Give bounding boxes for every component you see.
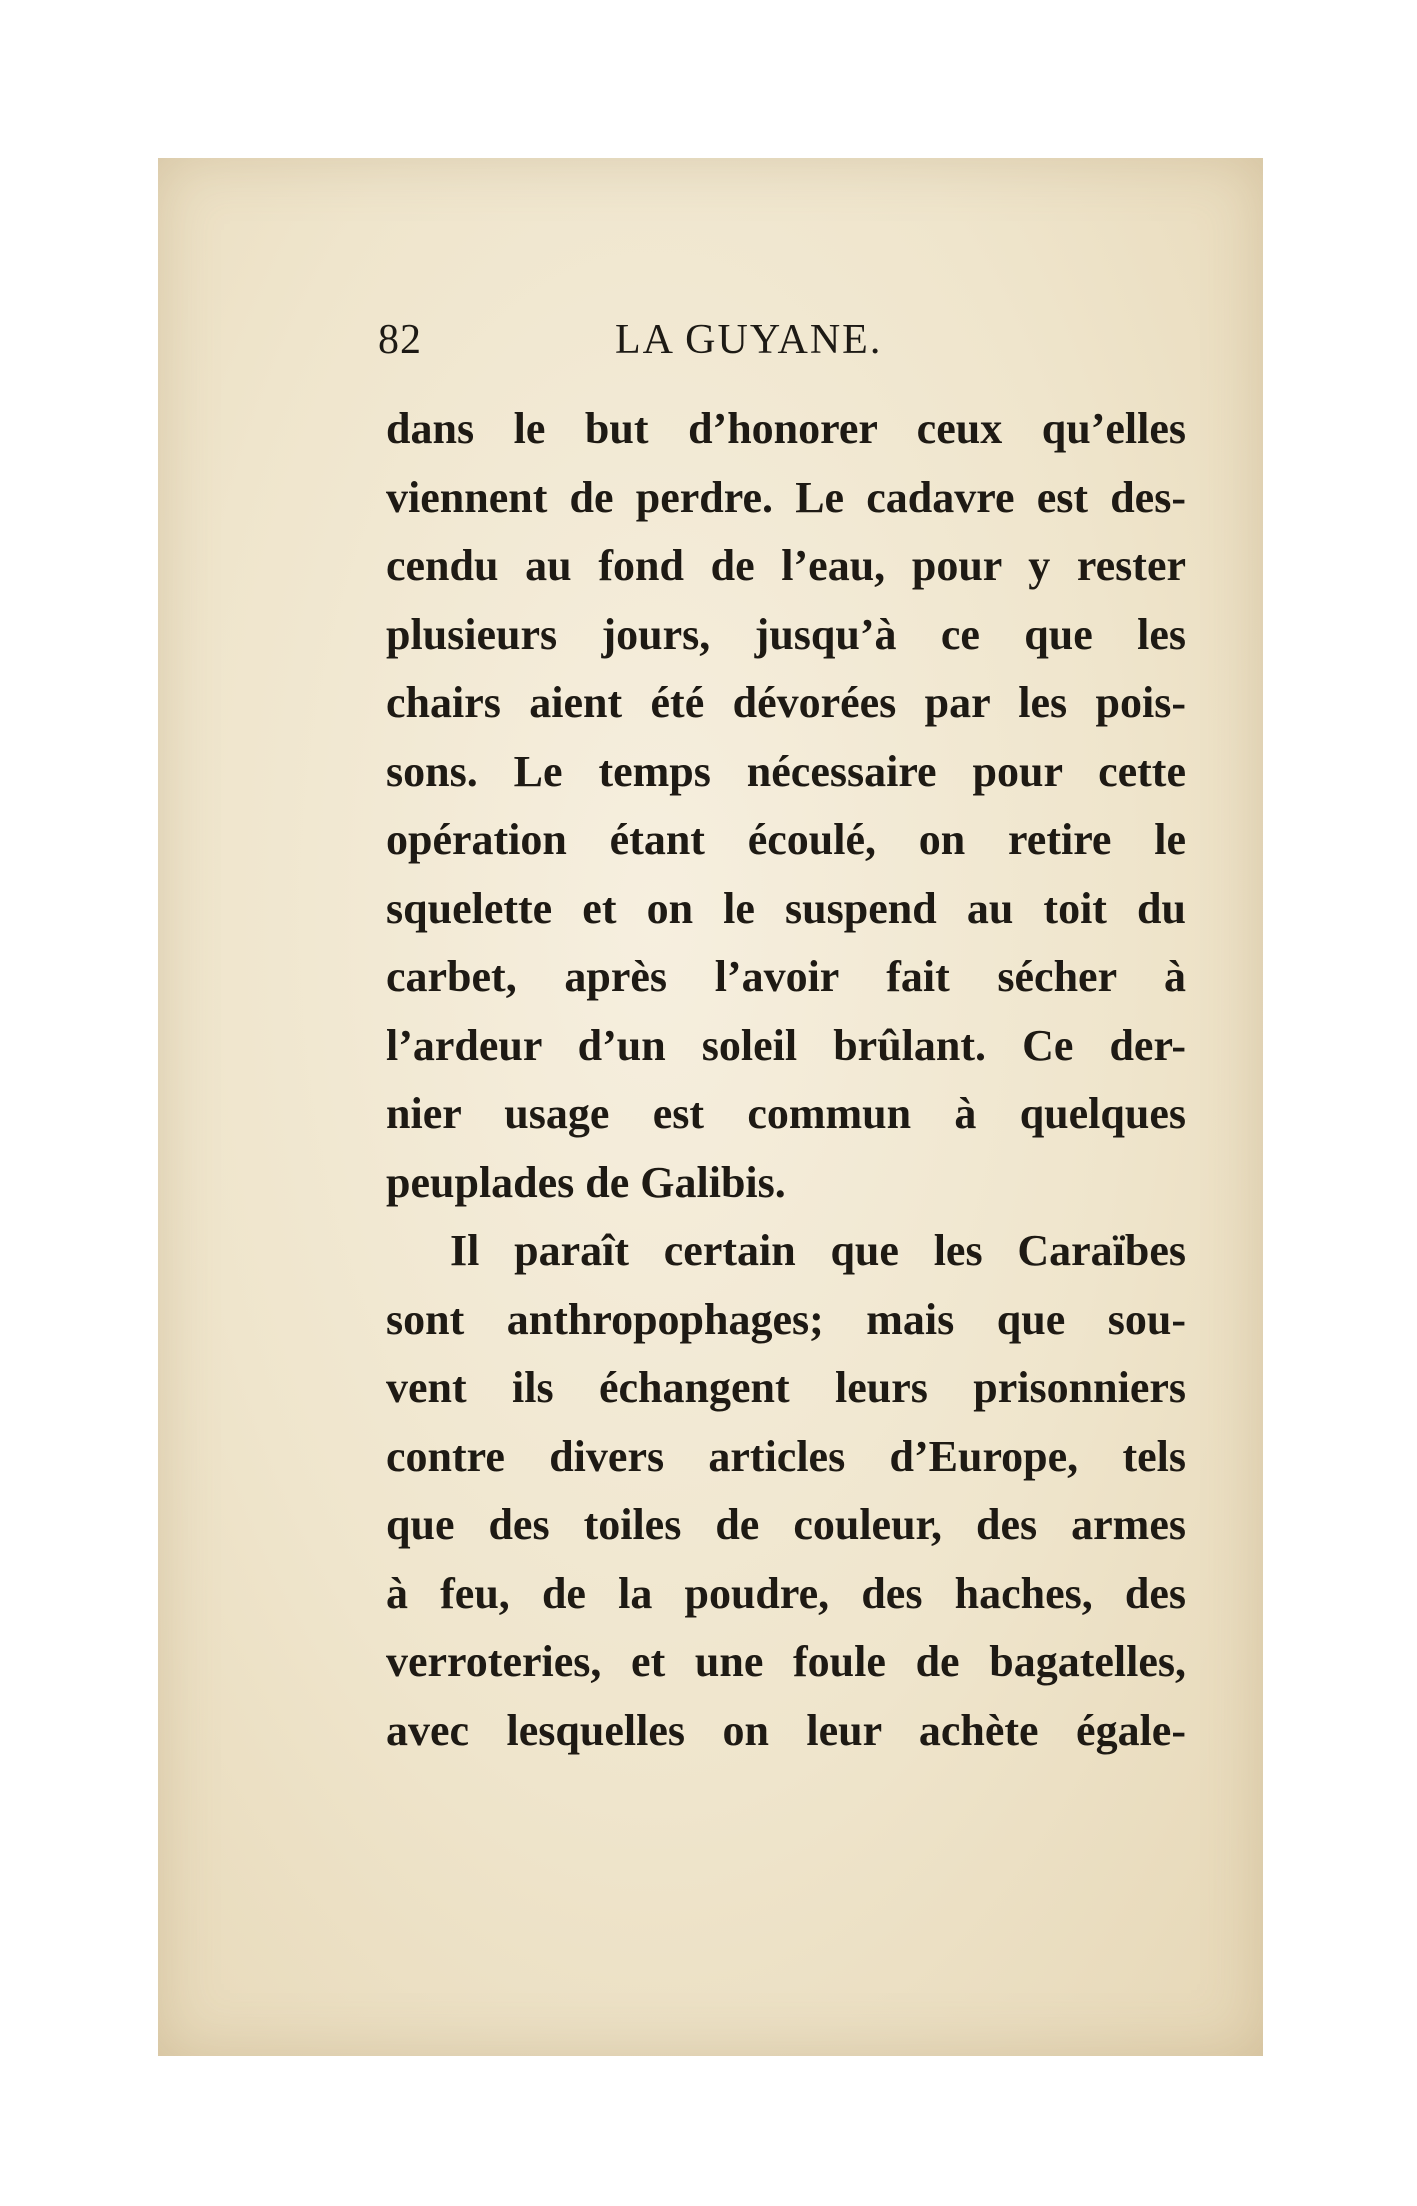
text-line: dans le but d’honorer ceux qu’elles	[386, 404, 1186, 453]
text-line: viennent de perdre. Le cadavre est des-	[386, 472, 1186, 522]
text-line: Il paraît certain que les Caraïbes	[450, 1226, 1186, 1275]
text-line: verroteries, et une foule de bagatelles,	[386, 1637, 1186, 1686]
page-number: 82	[378, 317, 422, 363]
text-line: plusieurs jours, jusqu’à ce que les	[386, 609, 1186, 659]
text-line: carbet, après l’avoir fait sécher à	[386, 952, 1186, 1001]
text-line: peuplades de Galibis.	[386, 1157, 786, 1207]
text-line: l’ardeur d’un soleil brûlant. Ce der-	[386, 1020, 1186, 1070]
text-line: contre divers articles d’Europe, tels	[386, 1431, 1186, 1481]
text-line: sont anthropophages; mais que sou-	[386, 1294, 1186, 1344]
text-line: chairs aient été dévorées par les pois-	[386, 678, 1186, 727]
running-head	[378, 316, 898, 376]
text-line: cendu au fond de l’eau, pour y rester	[386, 541, 1186, 590]
text-line: opération étant écoulé, on retire le	[386, 815, 1186, 864]
text-line: que des toiles de couleur, des armes	[386, 1500, 1186, 1549]
body-text	[386, 395, 1186, 1765]
running-title: LA GUYANE.	[615, 317, 883, 363]
text-line: nier usage est commun à quelques	[386, 1089, 1186, 1138]
book-page	[158, 158, 1263, 2056]
text-line: sons. Le temps nécessaire pour cette	[386, 746, 1186, 796]
text-line: squelette et on le suspend au toit du	[386, 883, 1186, 933]
text-line: vent ils échangent leurs prisonniers	[386, 1363, 1186, 1412]
text-line: à feu, de la poudre, des haches, des	[386, 1568, 1186, 1618]
text-line: avec lesquelles on leur achète égale-	[386, 1705, 1186, 1755]
